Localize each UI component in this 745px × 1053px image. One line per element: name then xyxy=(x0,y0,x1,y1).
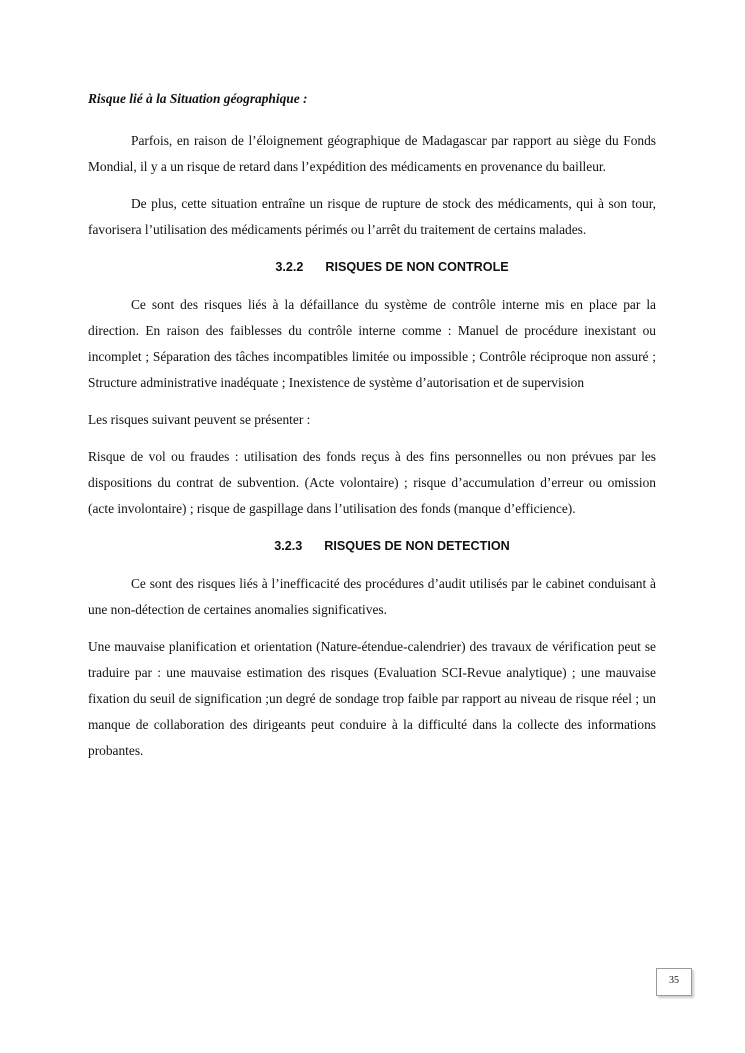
section-322-paragraph-1: Ce sont des risques liés à la défaillance du système de contrôle interne mis en place par la direction. En raison des faiblesses du contrôle interne comme : Manuel de procédure inexistant ou incomplet ; Séparation des tâches incompatibles limitée ou impossible ; Contrôle réciproque non assuré ; Structure administrative inadéquate ; Inexistence de système d’autorisation et de supervision xyxy=(88,297,656,390)
section-323-paragraph-2: Une mauvaise planification et orientation (Nature-étendue-calendrier) des travaux de vérification peut se traduire par : une mauvaise estimation des risques (Evaluation SCI-Revue analytique) ; une mauvaise fixation du seuil de signification ;un degré de sondage trop faible par rapport au niveau de risque réel ; un manque de collaboration des dirigeants peut conduire à la difficulté dans la collecte des informations probantes. xyxy=(88,639,656,758)
page-number: 35 xyxy=(656,968,692,996)
section-heading-322 xyxy=(88,254,656,280)
section-322-paragraph-3: Risque de vol ou fraudes : utilisation des fonds reçus à des fins personnelles ou non prévues par les dispositions du contrat de subvention. (Acte volontaire) ; risque d’accumulation d’erreur ou omission (acte involontaire) ; risque de gaspillage dans l’utilisation des fonds (manque d’efficience). xyxy=(88,449,656,516)
risk-geo-paragraph-2: De plus, cette situation entraîne un risque de rupture de stock des médicaments, qui à son tour, favorisera l’utilisation des médicaments périmés ou l’arrêt du traitement de certains malades. xyxy=(88,196,656,237)
section-title: RISQUES DE NON DETECTION xyxy=(324,539,510,553)
section-number: 3.2.2 xyxy=(275,260,304,274)
section-323-paragraph-1: Ce sont des risques liés à l’inefficacité des procédures d’audit utilisés par le cabinet conduisant à une non-détection de certaines anomalies significatives. xyxy=(88,576,656,617)
risk-geo-paragraph-1: Parfois, en raison de l’éloignement géographique de Madagascar par rapport au siège du Fonds Mondial, il y a un risque de retard dans l’expédition des médicaments en provenance du bailleur. xyxy=(88,133,656,174)
risk-geo-title: Risque lié à la Situation géographique : xyxy=(88,91,308,106)
section-number: 3.2.3 xyxy=(274,539,303,553)
section-322-paragraph-2: Les risques suivant peuvent se présenter : xyxy=(88,412,311,427)
section-heading-323 xyxy=(88,533,656,559)
section-title: RISQUES DE NON CONTROLE xyxy=(325,260,509,274)
page-content xyxy=(88,86,656,775)
